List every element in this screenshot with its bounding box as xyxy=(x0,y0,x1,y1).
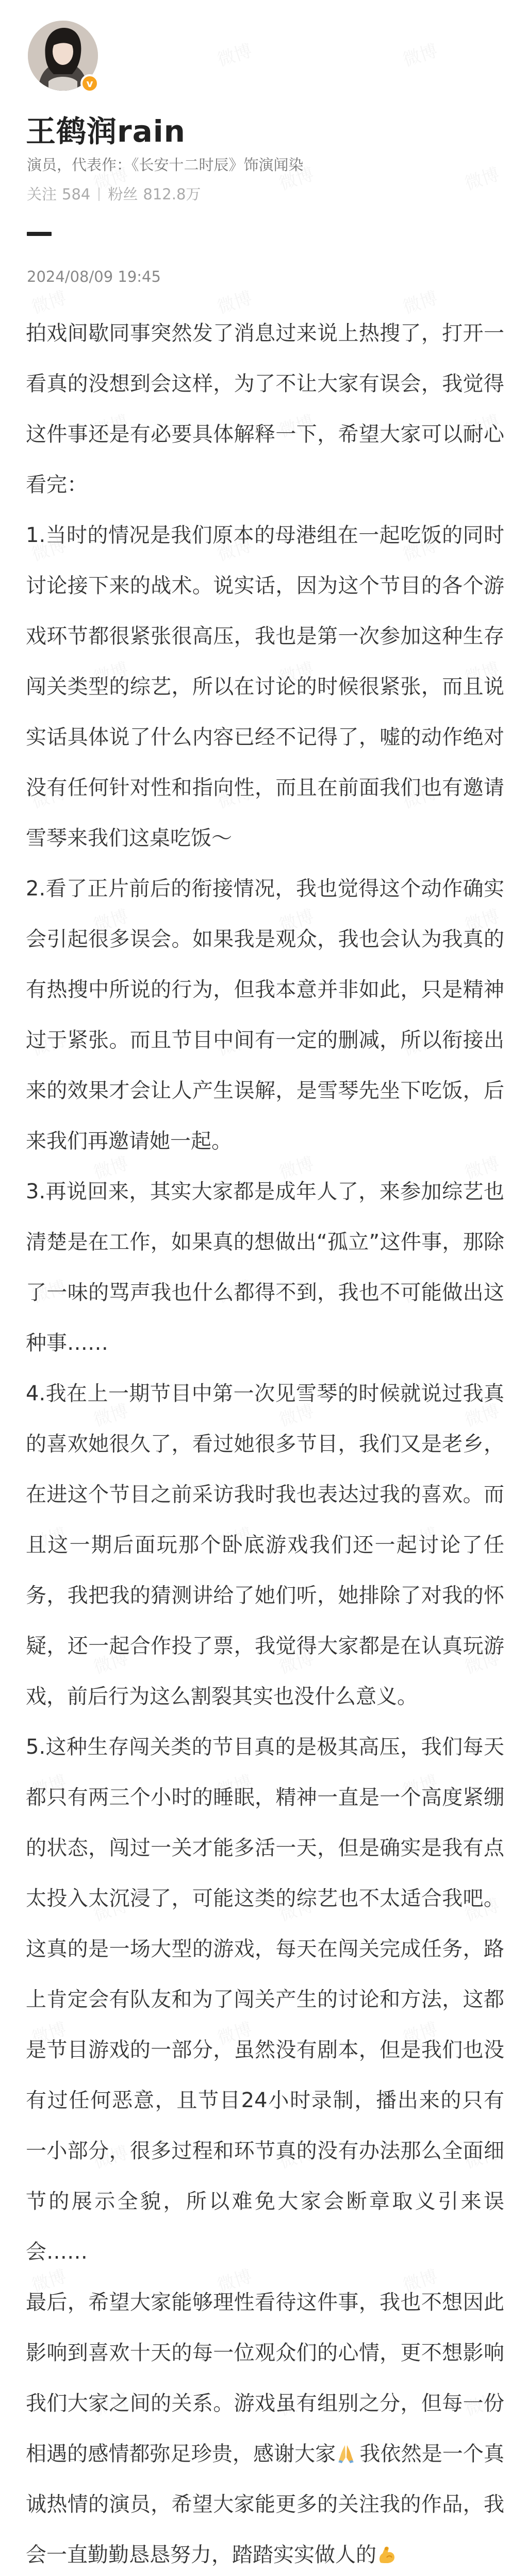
watermark-text xyxy=(461,160,502,195)
muscle-emoji-icon xyxy=(376,2544,397,2565)
post-paragraph: 拍戏间歇同事突然发了消息过来说上热搜了，打开一看真的没想到会这样，为了不让大家有误会，我觉得这件事还是有必要具体解释一下，希望大家可以耐心看完： xyxy=(26,321,504,497)
verified-badge-icon: v xyxy=(80,74,99,93)
post-paragraph: 5.这种生存闯关类的节目真的是极其高压，我们每天都只有两三个小时的睡眠，精神一直是一个高度紧绷的状态，闯过一关才能多活一天，但是确实是我有点太投入太沉浸了，可能这类的综艺也不太适合我吧。这真的是一场大型的游戏，每天在闯关完成任务，路上肯定会有队友和为了闯关产生的讨论和方法，这都是节目游戏的一部分，虽然没有剧本，但是我们也没有过任何恶意，且节目24小时录制，播出来的只有一小部分，很多过程和环节真的没有办法那么全面细节的展示全貌，所以难免大家会断章取义引来误会…… xyxy=(26,1735,504,2264)
post-paragraph: 2.看了正片前后的衔接情况，我也觉得这个动作确实会引起很多误会。如果我是观众，我也会认为我真的有热搜中所说的行为，但我本意并非如此，只是精神过于紧张。而且节目中间有一定的删减，所以衔接出来的效果才会让人产生误解，是雪琴先坐下吃饭，后来我们再邀请她一起。 xyxy=(26,877,504,1153)
post-paragraph: 4.我在上一期节目中第一次见雪琴的时候就说过我真的喜欢她很久了，看过她很多节目，我们又是老乡，在进这个节目之前采访我时我也表达过我的喜欢。而且这一期后面玩那个卧底游戏我们还一起讨论了任务，我把我的猜测讲给了她们听，她排除了对我的怀疑，还一起合作投了票，我觉得大家都是在认真玩游戏，前后行为这么割裂其实也没什么意义。 xyxy=(26,1382,504,1708)
stats-divider xyxy=(98,188,100,201)
post-paragraph: 1.当时的情况是我们原本的母港组在一起吃饭的同时讨论接下来的战术。说实话，因为这个节目的各个游戏环节都很紧张很高压，我也是第一次参加这种生存闯关类型的综艺，所以在讨论的时候很紧张，而且说实话具体说了什么内容已经不记得了，嘘的动作绝对没有任何针对性和指向性，而且在前面我们也有邀请雪琴来我们这桌吃饭～ xyxy=(26,523,504,850)
post-body xyxy=(26,308,504,2576)
post-paragraph: 3.再说回来，其实大家都是成年人了，来参加综艺也清楚是在工作，如果真的想做出“孤立”这件事，那除了一味的骂声我也什么都得不到，我也不可能做出这种事…… xyxy=(26,1180,504,1355)
follow-label[interactable]: 关注 xyxy=(27,185,57,203)
fans-label[interactable]: 粉丝 xyxy=(108,185,138,203)
profile-bio: 演员，代表作：《长安十二时辰》饰演闻染 xyxy=(27,156,304,174)
follow-count[interactable]: 584 xyxy=(62,185,91,203)
profile-name[interactable]: 王鹤润rain xyxy=(26,114,186,149)
post-closing-text: 我依然是一个真诚热情的演员，希望大家能更多的关注我的作品，我会一直勤勤恳恳努力，踏踏实实做人的 xyxy=(26,2442,505,2567)
fans-count[interactable]: 812.8万 xyxy=(143,185,201,203)
section-divider xyxy=(27,232,52,236)
post-timestamp: 2024/08/09 19:45 xyxy=(27,268,161,285)
profile-stats xyxy=(27,183,201,204)
post-paragraph: 最后，希望大家能够理性看待这件事，我也不想因此影响到喜欢十天的每一位观众们的心情，更不想影响我们大家之间的关系。游戏虽有组别之分，但每一份相遇的感情都弥足珍贵，感谢大家 xyxy=(26,2291,504,2466)
pray-emoji-icon xyxy=(336,2443,356,2464)
post-paragraph-closing xyxy=(26,2277,504,2576)
watermark-text xyxy=(213,37,255,72)
watermark-text xyxy=(399,37,440,72)
